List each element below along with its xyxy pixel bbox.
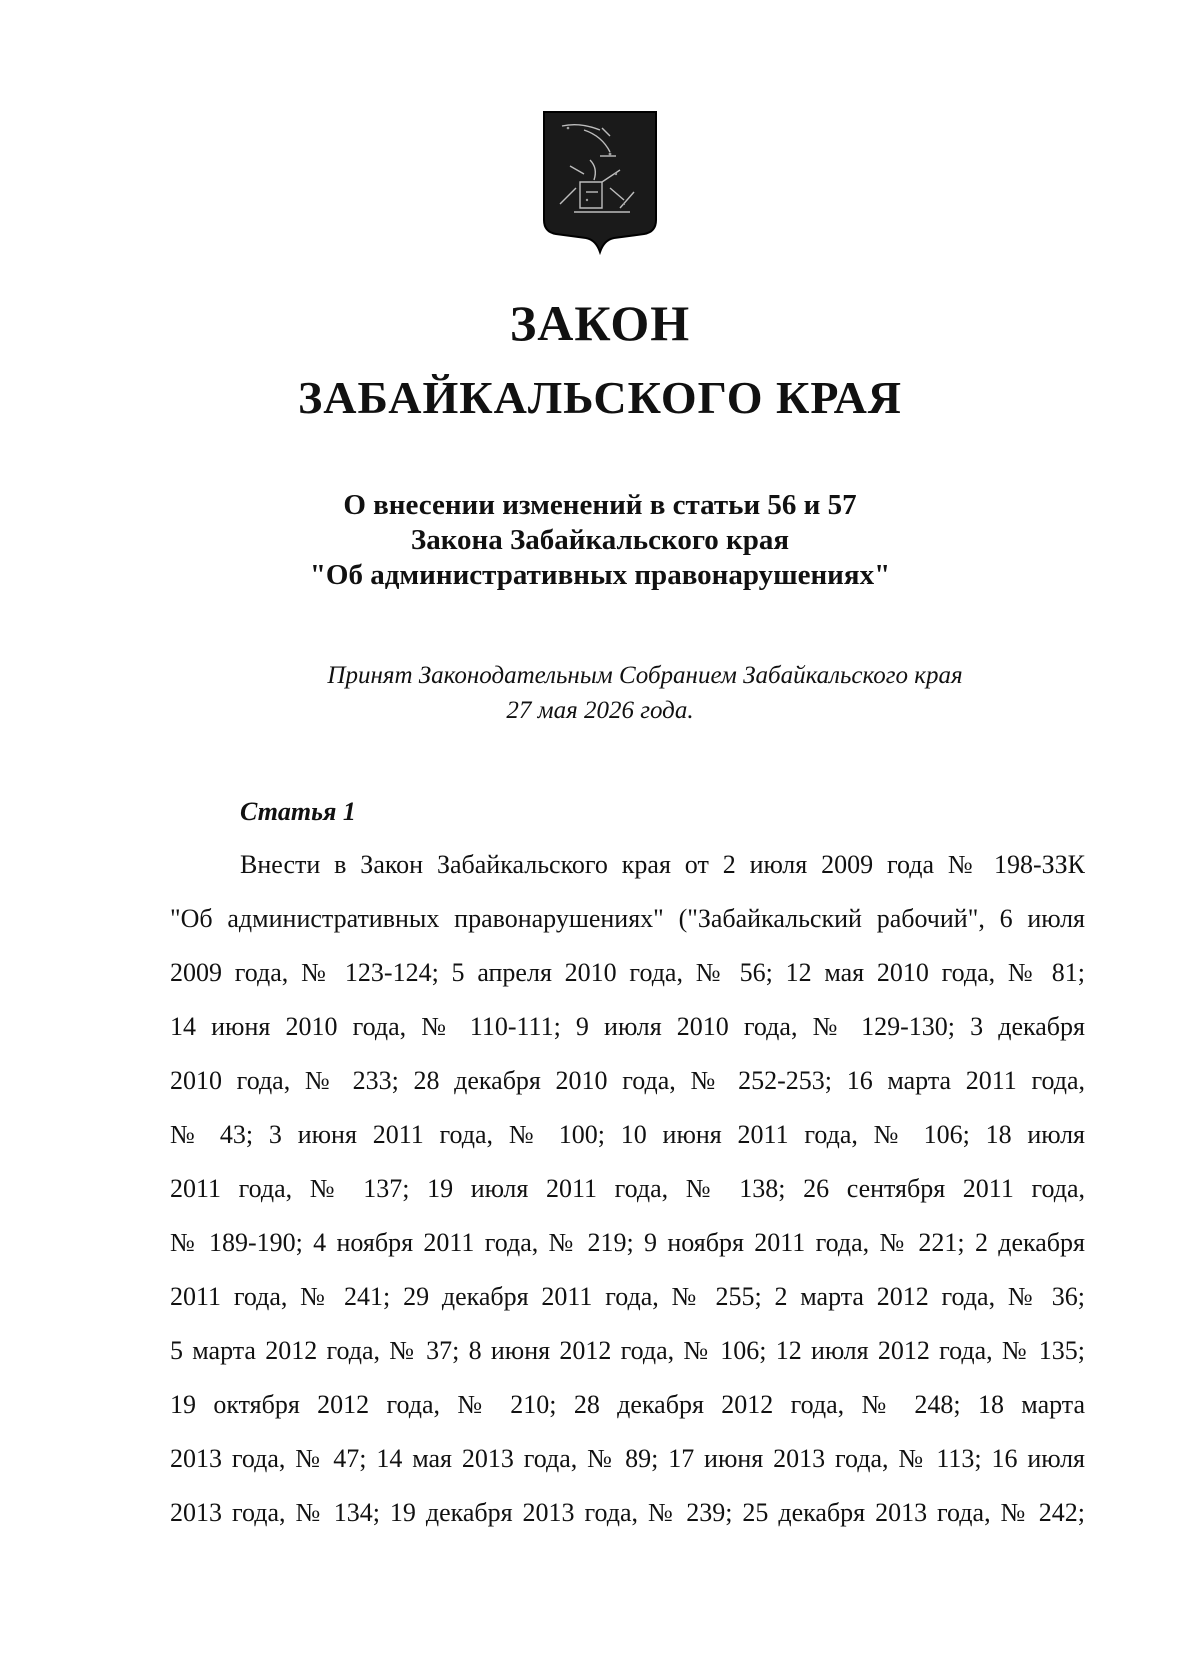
body-line: № 43; 3 июня 2011 года, № 100; 10 июня 2011 года, № 106; 18 июля — [170, 1120, 1085, 1149]
law-subject-line: "Об административных правонарушениях" — [309, 559, 891, 591]
adoption-note-line: Принят Законодательным Собранием Забайкальского края — [327, 662, 963, 689]
law-subject-line: О внесении изменений в статьи 56 и 57 — [343, 489, 857, 521]
body-line: 5 марта 2012 года, № 37; 8 июня 2012 года, № 106; 12 июля 2012 года, № 135; — [170, 1336, 1085, 1365]
body-line: 2013 года, № 134; 19 декабря 2013 года, № 239; 25 декабря 2013 года, № 242; — [170, 1498, 1085, 1527]
article-body — [170, 848, 1085, 1550]
body-line: 2010 года, № 233; 28 декабря 2010 года, № 252-253; 16 марта 2011 года, — [170, 1066, 1085, 1095]
adoption-date: 27 мая 2026 года. — [506, 697, 694, 724]
law-subject — [0, 488, 1200, 593]
body-line: 2013 года, № 47; 14 мая 2013 года, № 89; 17 июня 2013 года, № 113; 16 июля — [170, 1444, 1085, 1473]
article-heading: Статья 1 — [240, 797, 356, 826]
coat-of-arms-emblem-icon — [540, 108, 660, 258]
document-title-region: ЗАБАЙКАЛЬСКОГО КРАЯ — [297, 372, 903, 423]
body-line: 2009 года, № 123-124; 5 апреля 2010 года, № 56; 12 мая 2010 года, № 81; — [170, 958, 1085, 987]
document-title: ЗАКОН — [509, 295, 691, 351]
body-line: № 189-190; 4 ноября 2011 года, № 219; 9 ноября 2011 года, № 221; 2 декабря — [170, 1228, 1085, 1257]
adoption-note — [0, 658, 1200, 728]
body-line: "Об административных правонарушениях" ("Забайкальский рабочий", 6 июля — [170, 904, 1085, 933]
body-line: 2011 года, № 137; 19 июля 2011 года, № 138; 26 сентября 2011 года, — [170, 1174, 1085, 1203]
law-subject-line: Закона Забайкальского края — [410, 524, 790, 556]
body-line: Внести в Закон Забайкальского края от 2 июля 2009 года № 198-ЗЗК — [240, 850, 1085, 879]
body-line: 14 июня 2010 года, № 110-111; 9 июля 2010 года, № 129-130; 3 декабря — [170, 1012, 1085, 1041]
body-line: 2011 года, № 241; 29 декабря 2011 года, № 255; 2 марта 2012 года, № 36; — [170, 1282, 1085, 1311]
body-line: 19 октября 2012 года, № 210; 28 декабря 2012 года, № 248; 18 марта — [170, 1390, 1085, 1419]
